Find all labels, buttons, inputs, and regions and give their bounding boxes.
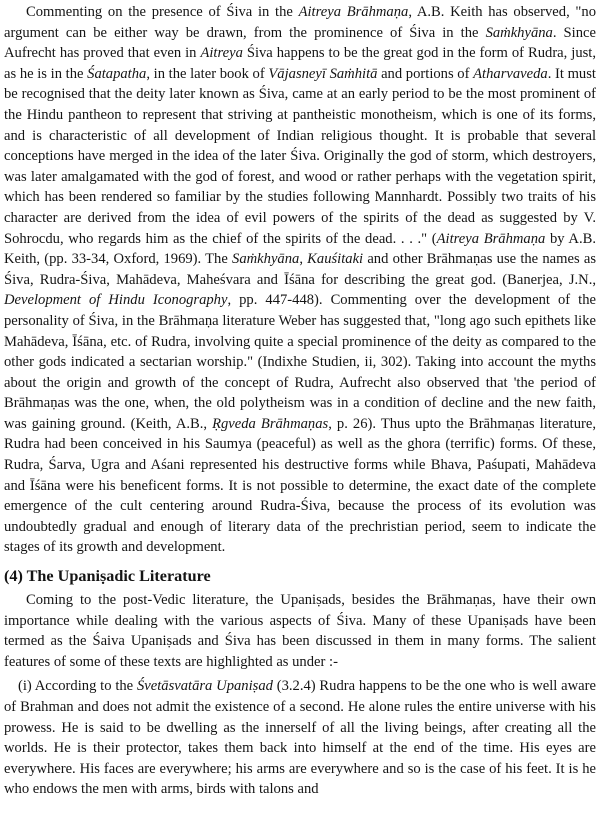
- paragraph-1-text-run: and portions of: [377, 65, 474, 82]
- section-heading: (4) The Upaniṣadic Literature: [4, 567, 211, 586]
- paragraph-1-italic-run: Ṛgveda Brāhmaṇas: [212, 415, 329, 432]
- paragraph-1-italic-run: Kauśitaki: [307, 251, 364, 268]
- paragraph-1-text-run: . Since Aufrecht has proved that even in: [4, 24, 596, 62]
- paragraph-1-text-run: Śiva happens to be the great god in the form of Rudra, just, as he is in the: [4, 45, 597, 82]
- paragraph-1-italic-run: Development of Hindu Iconography: [4, 292, 228, 309]
- paragraph-1-text-run: and other Brāhmaṇas use the names as Śiva, Rudra-Śiva, Mahādeva, Maheśvara and Īśāna for describing the great god. (Banerjea, J.N.,: [4, 251, 596, 288]
- paragraph-1-italic-run: Aitreya Brāhmaṇa: [298, 4, 409, 20]
- body-paragraph-1: [4, 2, 596, 558]
- paragraph-1-text-run: by A.B. Keith, (pp. 33-34, Oxford, 1969). The: [4, 230, 596, 268]
- paragraph-1-italic-run: Atharvaveda: [473, 65, 548, 82]
- paragraph-3-text-run: (i) According to the: [18, 678, 137, 695]
- paragraph-3-italic-run: Śvetāsvatāra Upaniṣad: [136, 678, 273, 695]
- paragraph-1-italic-run: Aitreya Brāhmaṇa: [436, 230, 546, 247]
- body-paragraph-3: [4, 676, 596, 800]
- paragraph-1-text-run: , A.B. Keith has observed, "no argument can be either way be drawn, from the prominence of Śiva in the: [4, 4, 596, 41]
- paragraph-1-text-run: , in the later book of: [146, 65, 269, 82]
- paragraph-1-italic-run: Saṁkhyāna: [232, 251, 300, 268]
- paragraph-1-text-run: , p. 26). Thus upto the Brāhmaṇas literature, Rudra had been conceived in his Saumya (peaceful) as well as the ghora (terrific) forms. Of these, Rudra, Śarva, Ugra and Aśani represented his destructive forms while Bhava, Paśupati, Mahādeva and Īśāna were his beneficent forms. It is not possible to determine, the exact date of the complete emergence of the cult centering around Rudra-Śiva, because the process of its evolution was undoubtedly gradual and enough of literary data of the prechristian period, seem to indicate the stages of its growth and development.: [4, 415, 596, 556]
- paragraph-3-text-run: (3.2.4) Rudra happens to be the one who is well aware of Brahman and does not admit the existence of a second. He alone rules the entire universe with his prowess. He is said to be dwelling as the innerself of all the living beings, after creating all the worlds. He is their protector, takes them back into himself at the end of the time. His eyes are everywhere. His faces are everywhere; his arms are everywhere and so is the case of his feet. It is he who endows the men with arms, birds with talons and: [4, 678, 596, 798]
- paragraph-1-text-run: Commenting on the presence of Śiva in the: [26, 4, 299, 20]
- paragraph-1-text-run: ,: [299, 251, 308, 268]
- paragraph-1-text-run: . It must be recognised that the deity later known as Śiva, came at an early period to be the most prominent of the Hindu pantheon to represent that striving at pantheistic monotheism, which is one of its forms, and is characteristic of all development of Indian religious thought. It is probable that several conceptions have merged in the idea of the later Śiva. Originally the god of storm, which destroyers, was later amalgamated with the god of forest, and wood or rather perhaps with the vegetation spirit, which has been rendered so familiar by the studies following Mannhardt. Possibly two traits of his character are derived from the idea of evil powers of the spirits of the dead as suggested by V. Sohrocdu, who regards him as the chief of the spirits of the dead. . . ." (: [4, 65, 596, 247]
- paragraph-1-text-run: , pp. 447-448). Commenting over the development of the personality of Śiva, in the Brāhmaṇa literature Weber has suggested that, "long ago such epithets like Mahādeva, Īśāna, etc. of Rudra, involving quite a special prominence of the deity as compared to the other gods indicated a sectarian worship." (Indixhe Studien, ii, 302). Taking into account the myths about the origin and growth of the concept of Rudra, Aufrecht also observed that 'the period of Brāhmaṇas was the one, when, the old polytheism was in a condition of decline and the new faith, was gaining ground. (Keith, A.B.,: [4, 292, 597, 432]
- paragraph-1-italic-run: Saṁkhyāna: [485, 24, 553, 41]
- paragraph-1-italic-run: Aitreya: [200, 45, 243, 62]
- paragraph-1-italic-run: Śatapatha: [87, 65, 147, 82]
- paragraph-1-italic-run: Vājasneyī Saṁhitā: [268, 65, 378, 82]
- body-paragraph-2: Coming to the post-Vedic literature, the Upaniṣads, besides the Brāhmaṇas, have their own importance while dealing with the various aspects of Śiva. Many of these Upaniṣads have been termed as the Śaiva Upaniṣads and Śiva has been discussed in them in many forms. The salient features of some of these texts are highlighted as under :-: [4, 592, 596, 670]
